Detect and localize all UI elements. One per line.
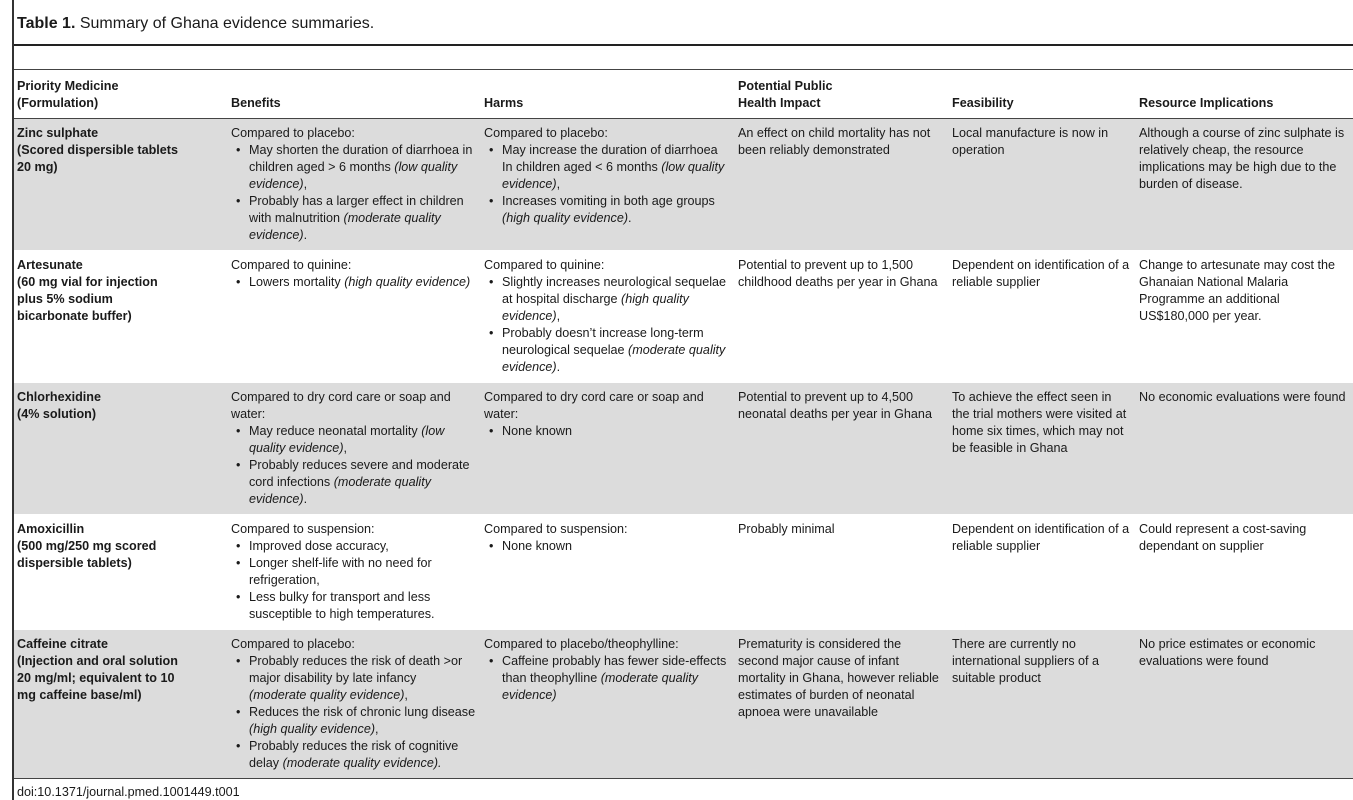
- medicine-name: Chlorhexidine: [17, 390, 101, 404]
- cell-impact: Potential to prevent up to 4,500 neonatal deaths per year in Ghana: [735, 383, 949, 515]
- header-resources: Resource Implications: [1136, 74, 1353, 119]
- header-top-rule: [14, 69, 1353, 70]
- medicine-formulation: mg caffeine base/ml): [17, 688, 142, 702]
- benefits-item-text: Longer shelf-life with no need for refrigeration,: [249, 556, 432, 587]
- item-punctuation: .: [556, 360, 561, 374]
- medicine-formulation: (500 mg/250 mg scored: [17, 539, 157, 553]
- benefits-intro: Compared to suspension:: [231, 522, 375, 536]
- medicine-name: Caffeine citrate: [17, 637, 108, 651]
- harms-item-text: Caffeine probably has fewer side-effects than theophylline: [502, 654, 727, 685]
- cell-resources: Change to artesunate may cost the Ghanaian National Malaria Programme an additional US$180,000 per year.: [1136, 251, 1353, 383]
- harms-item-text: Slightly increases neurological sequelae at hospital discharge: [502, 275, 727, 306]
- medicine-formulation: dispersible tablets): [17, 556, 132, 570]
- item-punctuation: .: [303, 228, 308, 242]
- cell-impact: Probably minimal: [735, 515, 949, 630]
- item-punctuation: ,: [343, 441, 348, 455]
- harms-item: [484, 193, 731, 227]
- benefits-item: [231, 142, 477, 193]
- cell-feasibility: There are currently no international suppliers of a suitable product: [949, 630, 1136, 779]
- benefits-item: [231, 538, 477, 555]
- harms-item-text: None known: [502, 424, 573, 438]
- item-punctuation: ,: [375, 722, 379, 736]
- benefits-item-text: Probably reduces the risk of death >or major disability by late infancy: [249, 654, 463, 685]
- medicine-name: Amoxicillin: [17, 522, 85, 536]
- item-punctuation: .: [628, 211, 632, 225]
- harms-list: [484, 423, 731, 440]
- evidence-quality: (moderate quality evidence): [249, 211, 441, 242]
- cell-benefits: [228, 251, 481, 383]
- cell-benefits: [228, 630, 481, 779]
- harms-item-text: None known: [502, 539, 573, 553]
- evidence-table: [14, 74, 1353, 779]
- harms-intro: Compared to placebo/theophylline:: [484, 637, 679, 651]
- cell-harms: [481, 251, 735, 383]
- cell-resources: No economic evaluations were found: [1136, 383, 1353, 515]
- benefits-item-text: Reduces the risk of chronic lung disease: [249, 705, 476, 719]
- harms-item-text: May increase the duration of diarrhoea In children aged < 6 months: [502, 143, 718, 174]
- cell-medicine: [14, 251, 228, 383]
- medicine-formulation: plus 5% sodium: [17, 292, 113, 306]
- benefits-item: [231, 423, 477, 457]
- benefits-list: [231, 653, 477, 772]
- harms-list: [484, 538, 731, 555]
- cell-medicine: [14, 383, 228, 515]
- cell-feasibility: To achieve the effect seen in the trial mothers were visited at home six times, which may not be feasible in Ghana: [949, 383, 1136, 515]
- cell-impact: Potential to prevent up to 1,500 childhood deaths per year in Ghana: [735, 251, 949, 383]
- table-row: [14, 383, 1353, 515]
- harms-list: [484, 274, 731, 376]
- harms-intro: Compared to suspension:: [484, 522, 628, 536]
- cell-resources: Could represent a cost-saving dependant on supplier: [1136, 515, 1353, 630]
- cell-harms: [481, 383, 735, 515]
- cell-harms: [481, 515, 735, 630]
- item-punctuation: ,: [303, 177, 308, 191]
- harms-list: [484, 142, 731, 227]
- harms-item: [484, 274, 731, 325]
- benefits-list: [231, 538, 477, 623]
- benefits-item: [231, 555, 477, 589]
- evidence-quality: (high quality evidence): [502, 211, 629, 225]
- header-priority-medicine: Priority Medicine (Formulation): [14, 74, 228, 119]
- benefits-item-text: Probably has a larger effect in children with malnutrition: [249, 194, 464, 225]
- harms-item: [484, 142, 731, 193]
- benefits-item-text: Probably reduces severe and moderate cord infections: [249, 458, 470, 489]
- benefits-list: [231, 274, 477, 291]
- medicine-formulation: (Scored dispersible tablets: [17, 143, 178, 157]
- evidence-quality: (moderate quality evidence): [249, 688, 405, 702]
- benefits-item: [231, 457, 477, 508]
- benefits-item-text: Lowers mortality: [249, 275, 341, 289]
- item-punctuation: .: [303, 492, 308, 506]
- cell-benefits: [228, 383, 481, 515]
- cell-feasibility: Dependent on identification of a reliable supplier: [949, 251, 1136, 383]
- table-row: [14, 515, 1353, 630]
- benefits-intro: Compared to dry cord care or soap and water:: [231, 390, 451, 421]
- benefits-item: [231, 738, 477, 772]
- harms-item-text: Increases vomiting in both age groups: [502, 194, 715, 208]
- benefits-list: [231, 423, 477, 508]
- evidence-quality: (low quality evidence): [249, 160, 458, 191]
- evidence-quality: (low quality evidence): [502, 160, 725, 191]
- header-impact: Potential Public Health Impact: [735, 74, 949, 119]
- evidence-quality: (high quality evidence): [344, 275, 471, 289]
- benefits-list: [231, 142, 477, 244]
- evidence-quality: (moderate quality evidence): [249, 475, 432, 506]
- cell-harms: [481, 630, 735, 779]
- benefits-item-text: May shorten the duration of diarrhoea in children aged > 6 months: [249, 143, 473, 174]
- header-harms: Harms: [481, 74, 735, 119]
- medicine-formulation: (Injection and oral solution: [17, 654, 178, 668]
- benefits-intro: Compared to placebo:: [231, 126, 355, 140]
- cell-benefits: [228, 515, 481, 630]
- benefits-item-text: Less bulky for transport and less susceptible to high temperatures.: [249, 590, 435, 621]
- evidence-quality: (high quality evidence): [249, 722, 376, 736]
- benefits-item-text: May reduce neonatal mortality: [249, 424, 418, 438]
- harms-item-text: Probably doesn’t increase long-term neurological sequelae: [502, 326, 704, 357]
- harms-item: [484, 538, 731, 555]
- harms-item: [484, 653, 731, 704]
- cell-feasibility: Local manufacture is now in operation: [949, 119, 1136, 251]
- cell-feasibility: Dependent on identification of a reliable supplier: [949, 515, 1136, 630]
- table-body: [14, 119, 1353, 779]
- benefits-item: [231, 653, 477, 704]
- table-caption: Summary of Ghana evidence summaries.: [79, 15, 375, 32]
- cell-harms: [481, 119, 735, 251]
- doi-footer: doi:10.1371/journal.pmed.1001449.t001: [17, 785, 240, 799]
- medicine-formulation: (4% solution): [17, 407, 97, 421]
- cell-medicine: [14, 630, 228, 779]
- benefits-intro: Compared to placebo:: [231, 637, 355, 651]
- top-rule: [14, 44, 1353, 46]
- harms-list: [484, 653, 731, 704]
- benefits-item-text: Improved dose accuracy,: [249, 539, 389, 553]
- evidence-quality: (moderate quality evidence): [502, 671, 699, 702]
- harms-intro: Compared to quinine:: [484, 258, 605, 272]
- medicine-name: Artesunate: [17, 258, 83, 272]
- benefits-item: [231, 589, 477, 623]
- evidence-quality: (moderate quality evidence).: [282, 756, 442, 770]
- cell-medicine: [14, 515, 228, 630]
- harms-intro: Compared to placebo:: [484, 126, 608, 140]
- benefits-item: [231, 274, 477, 291]
- medicine-formulation: 20 mg/ml; equivalent to 10: [17, 671, 175, 685]
- benefits-item: [231, 193, 477, 244]
- table-row: [14, 251, 1353, 383]
- cell-resources: No price estimates or economic evaluations were found: [1136, 630, 1353, 779]
- medicine-formulation: bicarbonate buffer): [17, 309, 132, 323]
- medicine-name: Zinc sulphate: [17, 126, 99, 140]
- benefits-item: [231, 704, 477, 738]
- item-punctuation: ,: [556, 309, 561, 323]
- medicine-formulation: (60 mg vial for injection: [17, 275, 158, 289]
- item-punctuation: ,: [404, 688, 408, 702]
- benefits-intro: Compared to quinine:: [231, 258, 352, 272]
- header-benefits: Benefits: [228, 74, 481, 119]
- evidence-quality: (moderate quality evidence): [502, 343, 726, 374]
- benefits-item-text: Probably reduces the risk of cognitive delay: [249, 739, 459, 770]
- evidence-quality: (low quality evidence): [249, 424, 445, 455]
- harms-intro: Compared to dry cord care or soap and water:: [484, 390, 704, 421]
- cell-resources: Although a course of zinc sulphate is relatively cheap, the resource implications may be high due to the burden of disease.: [1136, 119, 1353, 251]
- table-title: [17, 14, 374, 34]
- cell-benefits: [228, 119, 481, 251]
- item-punctuation: ,: [556, 177, 561, 191]
- cell-impact: An effect on child mortality has not been reliably demonstrated: [735, 119, 949, 251]
- cell-medicine: [14, 119, 228, 251]
- harms-item: [484, 423, 731, 440]
- cell-impact: Prematurity is considered the second major cause of infant mortality in Ghana, however reliable estimates of burden of neonatal apnoea were unavailable: [735, 630, 949, 779]
- table-row: [14, 119, 1353, 251]
- harms-item: [484, 325, 731, 376]
- evidence-quality: (high quality evidence): [502, 292, 689, 323]
- header-feasibility: Feasibility: [949, 74, 1136, 119]
- medicine-formulation: 20 mg): [17, 160, 58, 174]
- table-label: Table 1.: [17, 15, 76, 32]
- table-row: [14, 630, 1353, 779]
- header-row: [14, 74, 1353, 119]
